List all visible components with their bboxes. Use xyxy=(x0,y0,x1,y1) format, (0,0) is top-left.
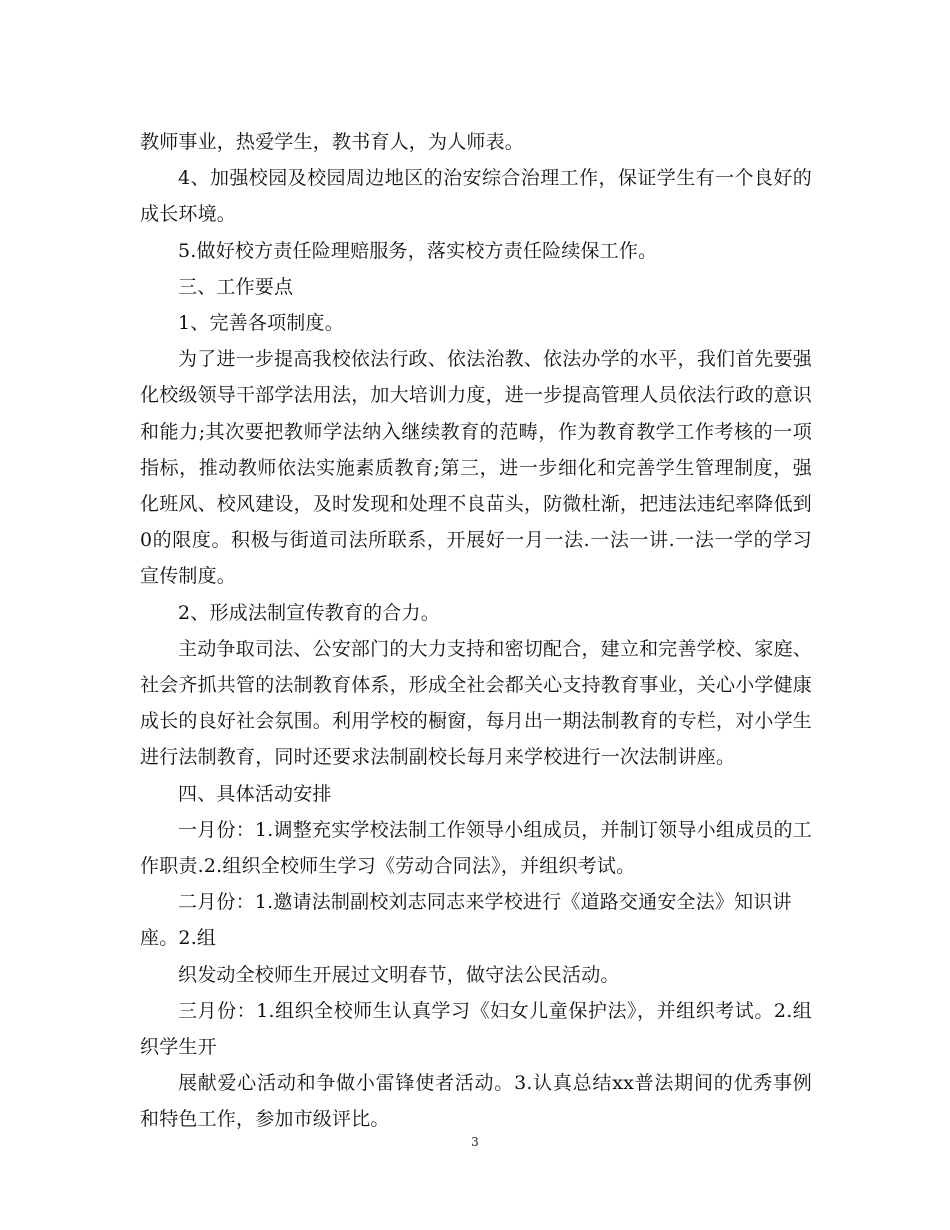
paragraph-january: 一月份：1.调整充实学校法制工作领导小组成员，并制订领导小组成员的工作职责.2.组织全校师生学习《劳动合同法》，并组织考试。 xyxy=(140,818,812,878)
paragraph-continuation: 教师事业，热爱学生，教书育人，为人师表。 xyxy=(140,131,525,153)
paragraph-improve-systems: 为了进一步提高我校依法行政、依法治教、依法办学的水平，我们首先要强化校级领导干部学法用法，加大培训力度，进一步提高管理人员依法行政的意识和能力;其次要把教师学法纳入继续教育的范畴，作为教育教学工作考核的一项指标，推动教师依法实施素质教育;第三，进一步细化和完善学生管理制度，强化班风、校风建设，及时发现和处理不良苗头，防微杜渐，把违法违纪率降低到0的限度。积极与街道司法所联系，开展好一月一法.一法一讲.一法一学的学习宣传制度。 xyxy=(140,348,813,588)
section-heading-work-points: 三、工作要点 xyxy=(178,275,294,298)
subheading-improve-systems: 1、完善各项制度。 xyxy=(178,312,344,335)
paragraph-march-part2: 展献爱心活动和争做小雷锋使者活动。3.认真总结xx普法期间的优秀事例和特色工作，参加市级评比。 xyxy=(140,1072,812,1131)
paragraph-march-part1: 三月份：1.组织全校师生认真学习《妇女儿童保护法》，并组织考试。2.组织学生开 xyxy=(140,999,812,1059)
paragraph-february-part3: 织发动全校师生开展过文明春节，做守法公民活动。 xyxy=(178,963,620,986)
section-heading-activities: 四、具体活动安排 xyxy=(178,782,332,805)
subheading-joint-force: 2、形成法制宣传教育的合力。 xyxy=(178,601,440,624)
paragraph-february-part2: 座。2.组 xyxy=(140,927,217,950)
page-number: 3 xyxy=(471,1135,479,1149)
paragraph-joint-force: 主动争取司法、公安部门的大力支持和密切配合，建立和完善学校、家庭、社会齐抓共管的法制教育体系，形成全社会都关心支持教育事业，关心小学健康成长的良好社会氛围。利用学校的橱窗，每月出一期法制教育的专栏，对小学生进行法制教育，同时还要求法制副校长每月来学校进行一次法制讲座。 xyxy=(140,637,813,769)
paragraph-item-4: 4、加强校园及校园周边地区的治安综合治理工作，保证学生有一个良好的成长环境。 xyxy=(140,167,812,226)
paragraph-february-part1: 二月份：1.邀请法制副校刘志同志来学校进行《道路交通安全法》知识讲 xyxy=(178,891,792,914)
paragraph-item-5: 5.做好校方责任险理赔服务，落实校方责任险续保工作。 xyxy=(178,239,658,262)
document-body xyxy=(140,124,812,1138)
